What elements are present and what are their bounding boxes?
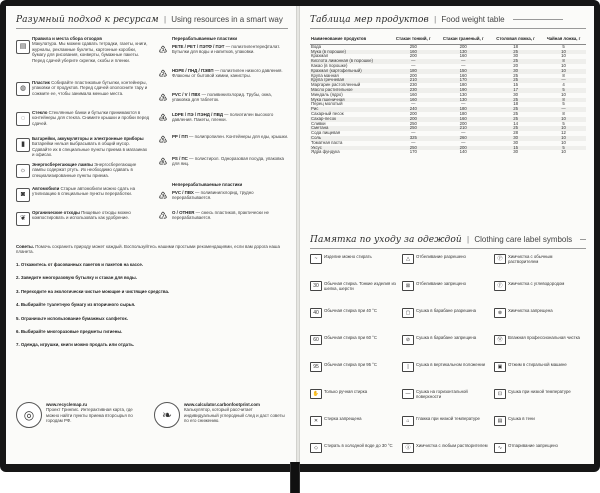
food-table-cell: 5 [562,43,565,49]
globe-icon: ◎ [16,402,42,428]
food-table-cell: 230 [409,82,417,88]
food-column-header: Столовая ложка, г [490,36,541,44]
section-title: Батарейки, аккумуляторы и электронные приборы [32,136,144,141]
non-plastics-title: Неперерабатываемые пластики [172,182,243,187]
care-item [310,443,398,464]
non-plastic-2: O / OTHER — смесь пластиков, практически не перерабатывается. [172,210,269,221]
section-title: Энергосберегающие лампы [32,162,93,167]
recycle-5-icon: ♷ [158,135,168,146]
section-title: Пластик [32,80,50,85]
plastic-desc: поливинилхлорид. Трубы, окна, упаковка для таблеток. [172,92,272,103]
food-table-cell: 140 [459,149,467,155]
food-table-cell: 10 [561,53,566,59]
care-symbol-icon: △ [402,254,414,264]
sections-title: Правила и места сбора отходов [32,36,102,41]
care-item [402,443,490,464]
food-table-cell: — [541,107,586,112]
recycle-6-icon: ♸ [158,157,168,168]
care-item [494,308,582,333]
food-table-cell: 30 [513,139,518,145]
plastic-name: PP / ПП [172,134,188,139]
care-symbol-icon: 40 [310,308,322,318]
food-header-separator: | [434,15,437,24]
section-text: Пищевые отходы можно компостировать и использовать как удобрение. [32,210,131,221]
food-table-cell: 210 [436,126,490,131]
food-table-cell: 10 [541,50,586,55]
care-label: Отбеливание запрещено [416,281,466,286]
food-table-cell: Крупа гречневая [310,78,390,83]
care-label: Сушка при низкой температуре [508,389,571,394]
care-symbol-icon: ~ [310,254,322,264]
food-weight-table [310,36,586,155]
food-table-cell: Уксус [310,146,390,151]
footer-link-recyclemap[interactable] [46,402,146,424]
header-rule [513,19,563,20]
food-table-cell: 18 [513,101,518,107]
plastic-desc: полистирол. Одноразовая посуда, упаковка для яиц. [172,156,284,167]
food-table-cell: 30 [513,91,518,97]
left-header-subtitle: Using resources in a smart way [171,15,283,24]
plastic-desc: смесь пластиков, практически не перерабатывается. [172,210,269,221]
care-item [402,389,490,414]
care-item [310,254,398,279]
food-table-cell: 260 [436,136,490,141]
care-label: Химчистка запрещена [508,308,553,313]
tip-item: 2. Заведите многоразовую бутылку и стакан для воды. [16,275,137,281]
food-table-cell: 325 [390,136,436,141]
care-symbol-icon: ∿ [494,443,506,453]
food-table-cell: 30 [490,136,541,141]
food-table-cell: — [541,78,586,83]
food-table-cell: 25 [513,72,518,78]
header-rule [580,239,586,240]
food-table-cell: 200 [409,110,417,116]
food-table-cell: 15 [513,82,518,88]
footer-link-desc: Проект Гринпис. Интерактивная карта, где можно найти пункты приема вторсырья по городам РФ. [46,407,133,424]
care-header-subtitle: Clothing care label symbols [474,235,573,244]
plastic-name: HDPE / ПНД / ПЭВП [172,68,214,73]
food-table-cell: — [461,62,466,68]
care-header-separator: | [467,235,470,244]
food-column-header: Стакан граненый, г [436,36,490,44]
food-header-title: Таблица мер продуктов [310,15,429,25]
recycle-section-organic [32,210,150,221]
care-symbol-icon: ▢ [402,308,414,318]
food-table-cell: 170 [436,78,490,83]
food-table-cell: Вода [311,43,322,49]
food-table-cell: 250 [409,120,417,126]
food-table-cell: 5 [562,101,565,107]
food-table-cell: 4 [562,82,565,88]
food-table-cell: Крупа манная [311,72,339,78]
plastic-3: PVC / V / ПВХ — поливинилхлорид. Трубы, окна, упаковка для таблеток. [172,92,272,103]
food-column-header: Наименование продуктов [310,36,390,44]
plastics-title: Перерабатываемые пластики [172,36,238,41]
plastic-desc: полиэтилентерефталат. Бутылки для воды и напитков, упаковки. [172,44,280,55]
care-item [402,335,490,360]
food-table-cell: — [411,101,416,107]
food-table-cell: Миндаль (ядро) [311,91,343,97]
care-symbol-icon: | [402,362,414,372]
care-item [402,308,490,333]
food-table-cell: 150 [436,69,490,74]
food-table-cell: Соль [310,136,390,141]
recycle-7-icon: ♹ [158,211,168,222]
care-label: Сушка в вертикальном положении [416,362,485,367]
care-item [310,335,398,360]
care-symbol-icon: Ⓐ [402,443,414,453]
left-page [6,6,296,464]
recycle-4-icon: ♶ [158,113,168,124]
food-table-cell: 130 [459,91,467,97]
care-symbol-icon: Ⓟ [494,254,506,264]
tips-title: Советы. [16,244,34,249]
tip-item: 1. Откажитесь от фасованных пакетов и пакетов на кассе. [16,262,144,267]
food-table-cell: 250 [390,146,436,151]
food-table-cell: 12 [561,130,566,136]
care-item [310,389,398,414]
organic-icon: ❦ [16,212,30,226]
care-item [402,254,490,279]
left-header-title: Разумный подход к ресурсам [16,15,159,25]
plastic-name: PVC / ПВХ [172,190,194,195]
food-table-cell: 250 [409,43,417,49]
tips-intro-block [16,244,288,255]
food-table-cell: 25 [513,110,518,116]
tip-item: 5. Ограничьте использование бумажных салфеток. [16,315,128,321]
care-symbol-icon: ⊡ [494,389,506,399]
care-item [494,416,582,441]
tip-item: 7. Одежда, игрушки, книги можно продать или отдать. [16,342,135,348]
food-table-cell: 8 [541,98,586,103]
care-symbol-icon: ✕ [310,416,322,426]
section-text: Макулатура. Мы можем сдавать тетрадки, газеты, книги, журналы, рекламные буклеты, картонные коробки, бумагу для рисования, конверты, бумажные пакеты. Перед сдачей уберите скрепки, скобы и пленки. [32,41,148,63]
food-table-cell: — [390,59,436,64]
food-table-cell: 20 [513,62,518,68]
plastic-6: PS / ПС — полистирол. Одноразовая посуда, упаковка для яиц. [172,156,284,167]
food-table-cell: 10 [561,62,566,68]
food-table-cell: Ядра фундука [311,149,340,155]
bottle-icon: ◍ [16,82,30,96]
food-table-cell: 180 [390,69,436,74]
care-item [494,335,582,360]
care-label: Только ручная стирка [324,389,368,394]
care-symbol-icon: ✋ [310,389,322,399]
food-table-cell: 180 [459,82,467,88]
food-table-cell: — [461,130,466,136]
paper-icon: ▤ [16,40,30,54]
care-label: Отпаривание запрещено [508,443,558,448]
food-table-cell: 160 [436,117,490,122]
food-table-cell: Мука пшеничная [310,98,390,103]
care-symbol-icon: ⊘ [402,335,414,345]
food-table-cell: 250 [390,126,436,131]
plastic-name: PS / ПС [172,156,188,161]
food-table-cell: 200 [459,120,467,126]
footer-link-name[interactable]: www.recyclemap.ru [46,402,88,407]
food-table-cell: 25 [490,126,541,131]
food-table-cell: 180 [459,110,467,116]
food-column-header: Чайная ложка, г [541,36,586,44]
food-table-cell: 30 [513,149,518,155]
food-table-cell: Сахарный песок [311,110,344,116]
footer-link-desc: Калькулятор, который рассчитает индивидуальный углеродный след и даст советы по его снижению. [184,407,285,424]
recycle-2-icon: ♴ [158,69,168,80]
care-label: Сушка в барабане запрещена [416,335,477,340]
food-table-body [310,44,586,155]
food-table-cell: 200 [436,146,490,151]
food-table-cell: Сода пищевая [311,130,341,136]
food-table-cell: 25 [490,78,541,83]
plastic-desc: полиэтилен низкого давления. Флаконы от бытовой химии, канистры. [172,68,283,79]
lamp-icon: ☼ [16,164,30,178]
care-item [494,254,582,279]
food-table-cell: 28 [513,130,518,136]
care-label: Глажка при низкой температуре [416,416,480,421]
food-table-cell: 10 [561,139,566,145]
care-symbol-icon: ▤ [494,416,506,426]
care-symbol-icon: 30 [310,281,322,291]
food-table-cell: 10 [541,69,586,74]
food-table-cell: 25 [490,117,541,122]
food-table-cell: 10 [541,117,586,122]
plastic-name: LDPE / ПЭ / ПЭНД / ПВД [172,112,223,117]
non-plastic-1: PVC / ПВХ — поливинилхлорид, трудно перерабатывается. [172,190,254,201]
care-label: Обычная стирка при 95 °C [324,362,377,367]
care-item [310,308,398,333]
care-label: Обычная стирка при 40 °C [324,308,377,313]
food-table-cell: Сливки [311,120,326,126]
food-table-cell: — [411,62,416,68]
food-table-cell: 18 [513,43,518,49]
care-symbol-icon: ⊗ [494,308,506,318]
care-label: Сушка в барабане разрешена [416,308,477,313]
care-label: Отбеливание разрешено [416,254,466,259]
section-text: Старые автомобили можно сдать на утилизацию в специальные пункты переработки. [32,186,136,197]
recycle-1-icon: ♳ [158,45,168,56]
food-table-cell: Перец молотый [311,101,343,107]
care-symbol-icon: ◇ [310,443,322,453]
section-text: Собирайте пластиковые бутылки, контейнеры, упаковки от продуктов. Перед сдачей ополосните тару и сожмите ее, чтобы занимала меньше места. [32,80,148,96]
footer-link-calculator[interactable] [184,402,288,424]
plastic-2: HDPE / ПНД / ПЭВП — полиэтилен низкого давления. Флаконы от бытовой химии, канистры. [172,68,283,79]
food-table-cell: 200 [390,117,436,122]
food-table-cell: Масло растительное [310,88,390,93]
food-table-cell: 160 [390,50,436,55]
care-item [494,281,582,306]
plastic-desc: полипропилен. Контейнеры для еды, крышки. [194,134,289,139]
care-label: Химчистка с любым растворителем [416,443,488,448]
tip-item: 6. Выбирайте многоразовые предметы гигиены. [16,329,123,335]
recycle-3-icon: ♵ [158,93,168,104]
care-label: Отжим в стиральной машине [508,362,567,367]
food-table-cell: Мука (в порошке) [310,50,390,55]
food-table-cell: 10 [541,126,586,131]
care-item [310,362,398,387]
care-label: Сушка на горизонтальной поверхности [416,389,468,399]
food-table-cell: — [461,101,466,107]
food-table-cell: 160 [459,53,467,59]
food-table-cell: Рис [310,107,390,112]
care-label: Изделие можно стирать [324,254,372,259]
food-table-cell: 200 [409,53,417,59]
food-table-cell: 10 [561,149,566,155]
care-header [310,232,586,249]
section-text: Стеклянные банки и бутылки принимаются в контейнеры для стекла. Снимите крышки и пробки перед сдачей. [32,110,150,126]
plastic-name: PVC / V / ПВХ [172,92,201,97]
section-text: Батарейки нельзя выбрасывать в общий мусор. Сдавайте их в специальные пункты приема в магазинах и офисах. [32,141,148,158]
food-header-subtitle: Food weight table [441,15,505,24]
food-table-header [310,12,586,29]
care-item [402,281,490,306]
recycle-section-plastic [32,80,150,96]
battery-icon: ▮ [16,138,30,152]
food-table-cell: Сахар-песок [310,117,390,122]
food-table-cell: 160 [409,91,417,97]
food-table-cell: — [461,139,466,145]
food-table-cell: 160 [390,98,436,103]
food-table-cell: 5 [541,146,586,151]
recycle-section-paper [32,36,150,63]
food-table-cell: — [436,59,490,64]
care-label: Стирать в холодной воде до 30 °C [324,443,393,448]
recycle-section-car [32,186,150,197]
food-table-cell: 15 [490,146,541,151]
right-page [300,6,594,464]
care-symbol-icon: — [402,389,414,399]
food-table-cell: — [411,130,416,136]
care-symbol-icon: ▣ [494,362,506,372]
care-symbol-icon: ⌂ [402,416,414,426]
food-table-cell: 5 [541,88,586,93]
left-header-separator: | [163,15,167,24]
care-symbol-icon: Ⓕ [494,281,506,291]
care-item [310,281,398,306]
tip-item: 3. Переходите на экологически чистые моющие и чистящие средства. [16,288,170,294]
food-table-cell: — [411,139,416,145]
footer-link-name[interactable]: www.calculator.carbonfootprint.com [184,402,260,407]
care-label: Химчистка с обычным растворителем [508,254,553,264]
recycle-section-glass [32,110,150,126]
food-table-cell: 190 [436,88,490,93]
food-table-cell: 30 [490,69,541,74]
food-table-head [310,36,586,44]
food-table-cell: 180 [436,107,490,112]
food-table-cell: 160 [459,72,467,78]
plastic-desc: полиэтилен высокого давления. Пакеты, пленки. [172,112,274,123]
food-table-cell: 5 [562,120,565,126]
food-table-cell: 25 [490,59,541,64]
food-table-cell: 210 [390,78,436,83]
section-text: Энергосберегающие лампы содержат ртуть. Их необходимо сдавать в специализированные пункты приема. [32,162,137,178]
bookmark-ribbon [290,462,300,493]
food-table-cell: Сметана [310,126,390,131]
food-table-cell: Крахмал [311,53,329,59]
food-column-header: Стакан тонкий, г [390,36,436,44]
care-item [310,416,398,441]
food-table-cell: Маргарин растопленный [311,82,361,88]
food-table-cell: 17 [490,88,541,93]
care-item [402,362,490,387]
food-table-cell: 25 [490,107,541,112]
care-item [494,362,582,387]
section-title: Органические отходы [32,210,80,215]
section-title: Автомобили [32,186,60,191]
food-table-row [310,150,586,155]
care-label: Стирка запрещена [324,416,362,421]
food-table-cell: Томатная паста [311,139,343,145]
leaf-icon: ❧ [154,402,180,428]
care-label: Обычная стирка при 60 °C [324,335,377,340]
food-table-cell: 200 [409,72,417,78]
food-table-cell: Какао (в порошке) [311,62,348,68]
food-table-cell: 130 [436,50,490,55]
care-symbol-icon: 95 [310,362,322,372]
left-page-header [16,12,288,29]
section-title: Стекло [32,110,48,115]
food-table-cell: 25 [490,50,541,55]
food-table-cell: 240 [390,107,436,112]
food-table-cell: Кислота лимонная (в порошке) [310,59,390,64]
care-item [494,389,582,414]
tip-item: 4. Выбирайте туалетную бумагу из вторичного сырья. [16,302,136,308]
care-symbol-icon: 60 [310,335,322,345]
food-table-cell: 130 [436,98,490,103]
recycle-section-battery [32,136,150,158]
care-item [402,416,490,441]
care-symbol-icon: ⊠ [402,281,414,291]
food-table-cell: 14 [513,120,518,126]
recycle-section-lamp [32,162,150,178]
food-table-cell: 10 [561,91,566,97]
food-table-cell: Крахмал (картофельный) [310,69,390,74]
care-label: Сушка в тени [508,416,535,421]
plastic-4: LDPE / ПЭ / ПЭНД / ПВД — полиэтилен высокого давления. Пакеты, пленки. [172,112,274,123]
recycle-pvc-icon: ♵ [158,191,168,202]
care-item [494,443,582,464]
glass-icon: ◌ [16,112,30,126]
care-label: Химчистка с углеводородом [508,281,565,286]
care-label: Влажная профессиональная чистка [508,335,580,340]
food-table-cell: 10 [541,136,586,141]
food-table-cell: 25 [490,98,541,103]
food-table-cell: 8 [562,110,565,116]
car-icon: ◙ [16,188,30,202]
plastic-name: O / OTHER [172,210,195,215]
food-table-cell: 8 [541,59,586,64]
plastic-name: PETE / PET / ПЭТФ / ПЭТ [172,44,225,49]
tips-list [16,262,288,348]
care-symbol-icon: Ⓦ [494,335,506,345]
plastic-1: PETE / PET / ПЭТФ / ПЭТ — полиэтилентерефталат. Бутылки для воды и напитков, упаковки. [172,44,280,55]
plastic-desc: поливинилхлорид, трудно перерабатывается. [172,190,254,201]
tips-intro: Помочь сохранить природу может каждый. Воспользуйтесь нашими простыми рекомендациями, если вам дорога наша планета. [16,244,280,255]
food-table-cell: 200 [459,43,467,49]
care-header-title: Памятка по уходу за одеждой [310,235,462,245]
food-table-cell: 30 [513,53,518,59]
food-table-cell: 170 [409,149,417,155]
food-table-cell: 8 [562,72,565,78]
food-table-cell: 230 [390,88,436,93]
care-label: Обычная стирка. Тонкие изделия из шелка, шерсти [324,281,396,291]
plastic-5: PP / ПП — полипропилен. Контейнеры для еды, крышки. [172,134,289,139]
